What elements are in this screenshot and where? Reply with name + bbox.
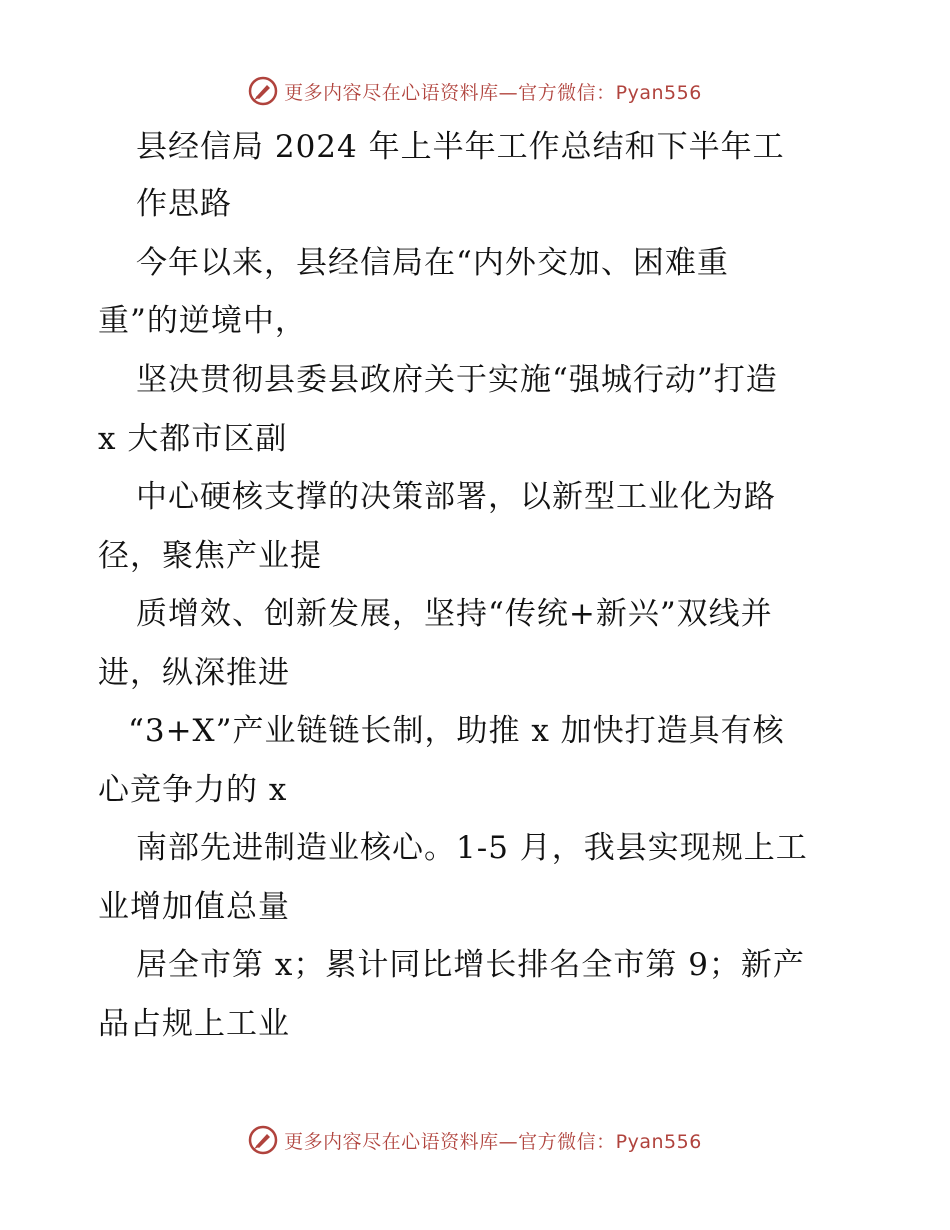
paragraph-line: 品占规上工业 (98, 1006, 290, 1042)
watermark-text: 更多内容尽在心语资料库—官方微信：Pyan556 (284, 81, 702, 104)
watermark-text: 更多内容尽在心语资料库—官方微信：Pyan556 (284, 1130, 702, 1153)
pen-seal-icon (248, 1125, 278, 1155)
paragraph-line: 业增加值总量 (98, 889, 290, 925)
paragraph-line: “3+X”产业链链长制，助推 x 加快打造具有核 (128, 713, 785, 749)
paragraph-line: 心竞争力的 x (98, 772, 288, 808)
title-line-2: 作思路 (136, 186, 232, 222)
pen-seal-icon (248, 76, 278, 106)
paragraph-line: 坚决贯彻县委县政府关于实施“强城行动”打造 (136, 362, 778, 398)
paragraph-line: 今年以来，县经信局在“内外交加、困难重 (136, 245, 729, 281)
paragraph-line: 进，纵深推进 (98, 655, 290, 691)
watermark-footer (0, 1120, 950, 1160)
title-line-1: 县经信局 2024 年上半年工作总结和下半年工 (136, 129, 785, 165)
paragraph-line: 南部先进制造业核心。1-5 月，我县实现规上工 (136, 830, 808, 866)
paragraph-line: 重”的逆境中， (98, 303, 307, 339)
watermark-header (0, 71, 950, 111)
paragraph-line: x 大都市区副 (98, 421, 288, 457)
paragraph-line: 居全市第 x；累计同比增长排名全市第 9；新产 (136, 947, 805, 983)
paragraph-line: 径，聚焦产业提 (98, 538, 322, 574)
paragraph-line: 中心硬核支撑的决策部署，以新型工业化为路 (136, 479, 776, 515)
paragraph-line: 质增效、创新发展，坚持“传统+新兴”双线并 (136, 596, 773, 632)
